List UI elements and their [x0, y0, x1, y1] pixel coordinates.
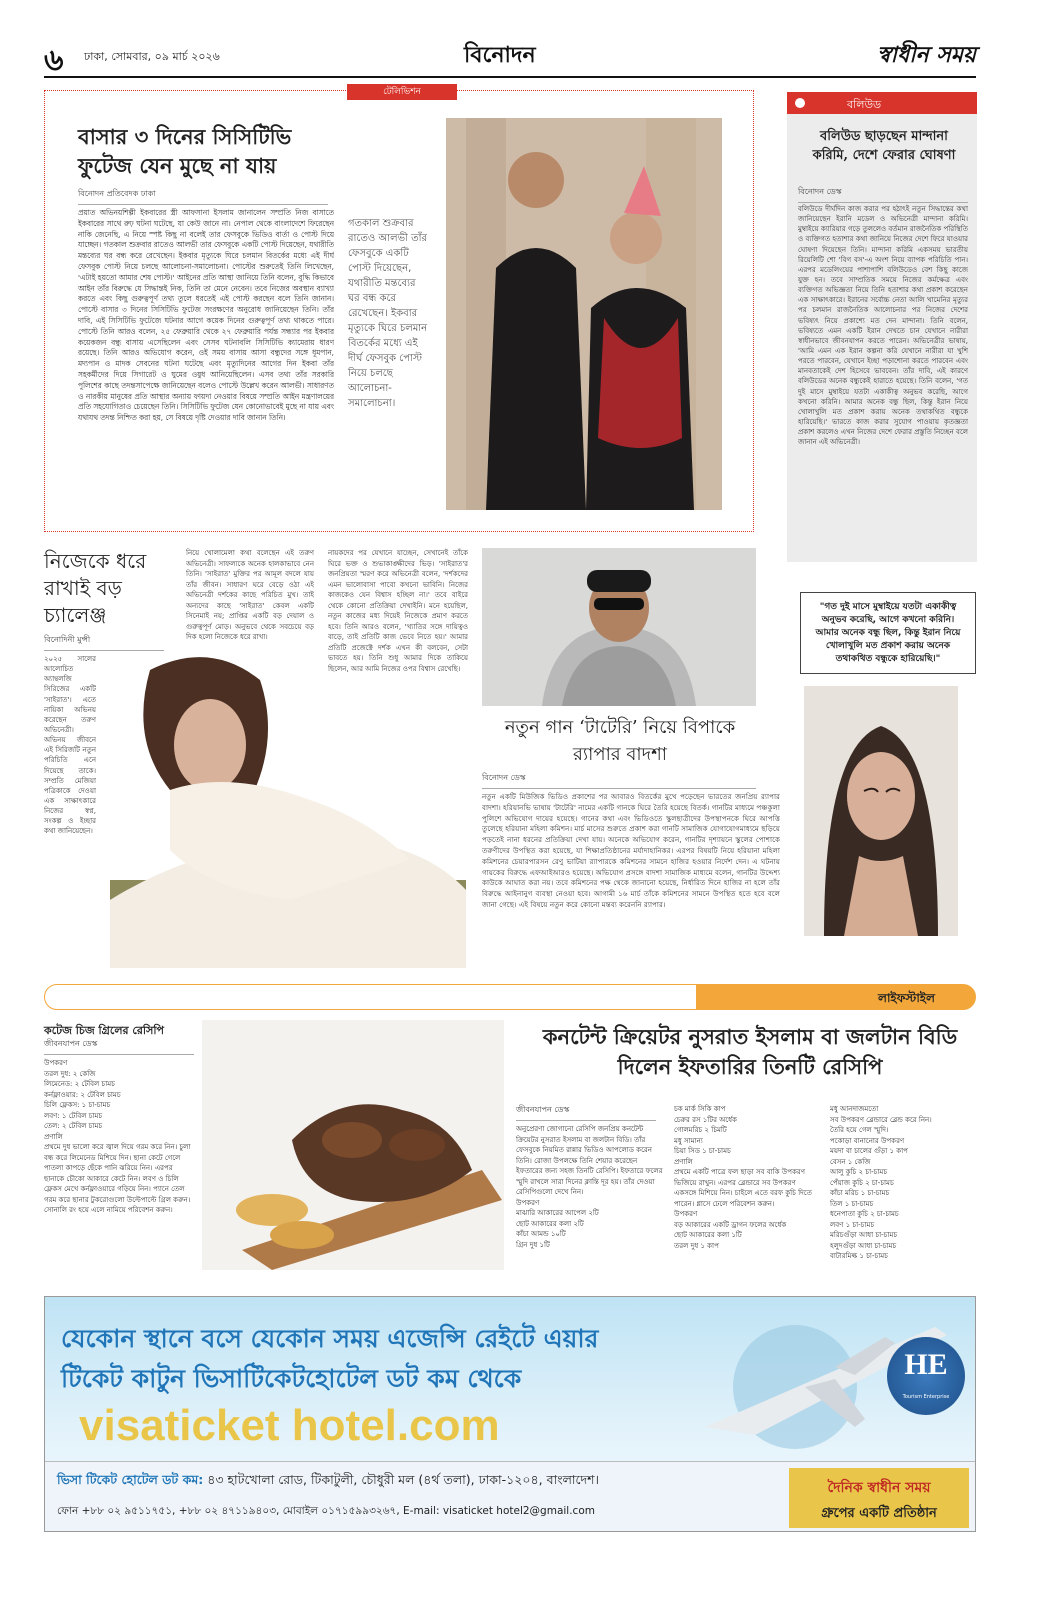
bollywood-body: বলিউডে দীর্ঘদিন কাজ করার পর হঠাৎই নতুন সিদ্ধান্তের কথা জানিয়েছেন ইরানি মডেল ও অভিনেত্রী মান্দানা করিমি। মুম্বাইয়ে ক্যারিয়ার গড়ে তুললেও বর্তমান রাজনৈতিক পরিস্থিতি ও ব্যক্তিগত হতাশার কথা জানিয়ে নিজের দেশে ফিরে যাওয়ার ঘোষণা দিয়েছেন তিনি। মান্দানা করিমি একসময় ভারতীয় রিয়েলিটি শো 'বিগ বস'-এ অংশ নিয়ে ব্যাপক পরিচিতি পান। এরপর মডেলিংয়ের পাশাপাশি বলিউডেও বেশ কিছু কাজে যুক্ত হন। তবে সাম্প্রতিক সময়ে নিজের কর্মক্ষেত্র এবং ব্যক্তিগত অভিজ্ঞতা নিয়ে তিনি হতাশার কথা প্রকাশ করেছেন এক সাক্ষাৎকারে। ইরানের সর্বোচ্চ নেতা আলি খামেনির মৃত্যুর পর চলমান রাজনৈতিক আলোচনার পর নিজের দেশের ভবিষ্যৎ নিয়ে প্রকাশ্যে মত দেন মান্দানা। তিনি বলেন, ভবিষ্যতে এমন একটি ইরান দেখতে চান যেখানে নারীরা স্বাধীনভাবে জীবনযাপন করতে পারেন। অভিনেত্রীর ভাষায়, 'আমি এমন এক ইরান কল্পনা করি যেখানে নারীরা যা খুশি পরতে পারবেন, যেখানে ইচ্ছা পড়াশোনা করতে পারবেন এবং মানবতাকেই দেশ হিসেবে ভাববেন। তাঁর দাবি, এই কারণে বলিউডের অনেক বন্ধুকেই হারাতে হয়েছে। তিনি বলেন, 'গত দুই মাসে মুম্বাইয়ে যতটা একাকীত্ব অনুভব করেছি, আগে কখনো করিনি। আমার অনেক বন্ধু ছিল, কিন্তু ইরান নিয়ে খোলাখুলি মত প্রকাশ করায় অনেক তথাকথিত বন্ধুকে হারিয়েছি।' ভারতে কাজ করার সুযোগ পাওয়ায় কৃতজ্ঞতা প্রকাশ করলেও এখন নিজের দেশে ফেরার প্রস্তুতি নিচ্ছেন বলে জানান এই অভিনেত্রী।: [798, 205, 968, 447]
tv-sidebar-quote: গতকাল শুক্রবার রাতেও আলভী তাঁর ফেসবুকে একটি পোস্ট দিয়েছেন, যথারীতি মন্তব্যের ঘর বন্ধ করে রেখেছেন। ইকবার মৃত্যুকে ঘিরে চলমান বিতর্কের মধ্যে এই দীর্ঘ ফেসবুক পোস্ট নিয়ে চলছে আলোচনা-সমালোচনা।: [348, 218, 428, 409]
actress-byline: বিনোদিনী মুন্সী: [44, 634, 164, 651]
recipe-title: কটেজ চিজ গ্রিলের রেসিপি: [44, 1024, 164, 1037]
ad-address-strip: [45, 1461, 976, 1532]
actress-side-text: ২০২৫ সালের আলোচিত অ্যান্থলজি সিরিজের একটি 'সাইরাত'। এতে নায়িকা অভিনয় করেছেন তরুণ অভিনেত্রী। অভিনয় জীবনে এই সিরিজটি নতুন পরিচিতি এনে দিয়েছে তাকে। সম্প্রতি মেজিয়া পত্রিকাকে দেওয়া এক সাক্ষাৎকারে নিজের স্বপ্ন, সংকল্প ও ইচ্ছার কথা জানিয়েছেন।: [44, 655, 96, 836]
bollywood-quote-box: [800, 592, 976, 674]
he-logo: [887, 1337, 965, 1415]
rapper-byline: বিনোদন ডেস্ক: [482, 772, 756, 789]
ad-contact[interactable]: ফোন +৮৮ ০২ ৯৫১১৭৫১, +৮৮ ০২ ৪৭১১৯৪০৩, মোবাইল ০১৭১৫৯৯৩২৬৭, E-mail: visaticket hotel2@gmail.com: [57, 1505, 595, 1517]
rapper-body: নতুন একটি মিউজিক ভিডিও প্রকাশের পর আবারও বিতর্কের মুখে পড়েছেন ভারতের জনপ্রিয় র‍্যাপার বাদশা। হরিয়ানভি ভাষায় 'টাটেরি' নামের একটি গানকে ঘিরে তৈরি হয়েছে বিতর্ক। গানটির মাধ্যমে পঞ্চকুলা পুলিশে অভিযোগ দায়ের হয়েছে। গানের কথা এবং ভিডিওতে স্কুলছাত্রীদের উপস্থাপনকে ঘিরে আপত্তি তুলেছে হরিয়ানা মহিলা কমিশন। মার্চ মাসের শুরুতে প্রকাশ করা গানটি সামাজিক যোগাযোগমাধ্যমে ছড়িয়ে পড়তেই নানা ধরনের প্রতিক্রিয়া দেখা যায়। অনেকে অভিযোগ করেন, গানটির দৃশ্যায়নে স্কুলের পোশাকে তরুণীদের উপস্থিত করা হয়েছে, যা শিক্ষাপ্রতিষ্ঠানের মর্যাদাহানিকর। এরপর বিষয়টি নিয়ে হরিয়ানা মহিলা কমিশনের চেয়ারপারসন রেণু ভাটিয়া র‍্যাপারকে কমিশনের সামনে হাজির হওয়ার নির্দেশ দেন। এ ঘটনায় গায়কের বিরুদ্ধে এফআইআরও হয়েছে। অভিযোগ প্রসঙ্গে বাদশা সামাজিক মাধ্যমে বলেন, গানটির উদ্দেশ্য কাউকে আঘাত করা নয়। তবে কমিশনের পক্ষ থেকে জানানো হয়েছে, নির্ধারিত দিনে হাজির না হলে তাঁর বিরুদ্ধে আইনানুগ ব্যবস্থা নেওয়া হবে। আগামী ১৬ মার্চ তাঁকে কমিশনের সামনে উপস্থিত হতে হবে বলে জানা গেছে। এই বিষয়ে নতুন করে কোনো মন্তব্য করেননি র‍্যাপার।: [482, 792, 780, 909]
ad-banner[interactable]: [44, 1296, 976, 1532]
lifestyle-byline: জীবনযাপন ডেস্ক: [516, 1104, 656, 1121]
section-title: বিনোদন: [464, 42, 536, 68]
lifestyle-tag: লাইফস্টাইল: [878, 991, 935, 1005]
bollywood-byline: বিনোদন ডেস্ক: [798, 186, 968, 203]
ad-sponsor-box: [789, 1468, 969, 1528]
ad-sponsor-line1: দৈনিক স্বাধীন সময়: [827, 1480, 931, 1496]
paper-name: স্বাধীন সময়: [877, 42, 976, 68]
recipe-byline: জীবনযাপন ডেস্ক: [44, 1038, 194, 1055]
cottage-cheese-photo: [202, 1020, 504, 1270]
lifestyle-headline: কনটেন্ট ক্রিয়েটর নুসরাত ইসলাম বা জলটান বিডি দিলেন ইফতারির তিনটি রেসিপি: [542, 1024, 958, 1080]
ad-address: ৪৩ হাটখোলা রোড, টিকাটুলী, চৌধুরী মল (৪র্থ তলা), ঢাকা-১২০৪, বাংলাদেশ।: [207, 1472, 599, 1487]
ad-sponsor-line2: গ্রুপের একটি প্রতিষ্ঠান: [821, 1506, 937, 1521]
page-number: ৬: [44, 43, 64, 78]
dateline: ঢাকা, সোমবার, ০৯ মার্চ ২০২৬: [84, 50, 220, 63]
actress-col1: নিয়ে খোলামেলা কথা বলেছেন এই তরুণ অভিনেত্রী। সাফল্যকে অনেক হালকাভাবে নেন তিনি। 'সাইরাত' মুক্তির পর আমূল বদলে যায় তাঁর জীবন। সাধারণ ঘরে বেড়ে ওঠা এই অভিনেত্রী দর্শকের কাছে পরিচিত মুখ। তাই অন্যদের কাছে 'সাইরাত' কেবল একটি সিনেমাই নয়; প্রাপ্তির একটি বড় দেয়াল ও গুরুত্বপূর্ণ মোড়। অনুভবে থেকে সবচেয়ে বড় দিক হলো নিজেকে ধরে রাখা।: [186, 549, 314, 641]
tv-headline: বাসার ৩ দিনের সিসিটিভি ফুটেজ যেন মুছে না যায়: [78, 124, 292, 179]
bollywood-tag-bar: [787, 92, 977, 114]
bollywood-headline: বলিউড ছাড়ছেন মান্দানা করিমি, দেশে ফেরার ঘোষণা: [812, 129, 956, 163]
rapper-headline: নতুন গান ‘টাটেরি’ নিয়ে বিপাকে র‍্যাপার বাদশা: [504, 717, 736, 765]
he-logo-text: HE: [904, 1348, 948, 1381]
page-header: [44, 32, 976, 78]
rapper-photo: [482, 548, 756, 706]
tv-couple-photo: [446, 118, 722, 510]
lifestyle-col3: মধু আনদাজমতো সব উপকরণ ব্লেন্ডারে ব্লেন্ড করে নিন। তৈরি হয়ে গেল স্মুদি। পকোড়া বানানোর উপকরণ ময়দা বা চালের গুঁড়া ১ কাপ বেসন ১ কেজি আলু কুচি ২ চা-চামচ পেঁয়াজ কুচি ২ চা-চামচ কাঁচা মরিচ ১ চা-চামচ তিল ১ চা-চামচ ধনেপাতা কুচি ২ চা-চামচ লবণ ১ চা-চামচ মরিচগুঁড়া আধা চা-চামচ হলুদগুঁড়া আধা চা-চামচ বাটারমিল্ক ১ চা-চামচ: [830, 1105, 932, 1260]
tv-byline: বিনোদন প্রতিবেদক ঢাকা: [78, 188, 328, 205]
ad-address-line: [57, 1472, 777, 1492]
bollywood-tag: বলিউড: [847, 98, 882, 111]
ad-line1: যেকোন স্থানে বসে যেকোন সময় এজেন্সি রেইটে এয়ার: [61, 1324, 599, 1353]
actress-photo: [110, 650, 466, 968]
tv-body: প্রয়াত অভিনয়শিল্পী ইকবারের স্ত্রী আফসানা ইসলাম জানালেন সম্প্রতি নিজ বাসাতে ইকবারের সাথে রুঢ় ঘটনা ঘটেছে, যা কেউ জানে না। নেপাল থেকে বাংলাদেশে ফিরেছেন নাকি জেনেছি, এ নিয়ে স্পষ্ট কিছু না বলেই তার ফেসবুকে ভিডিও বার্তা ও পোস্ট দিয়ে যাচ্ছেন। গতকাল শুক্রবার রাতেও আলভী তার ফেসবুকে একটি পোস্ট দিয়েছেন, যথারীতি মন্তব্যের ঘর বন্ধ করে রেখেছেন। ইকবার মৃত্যুকে ঘিরে চলমান বিতর্কের মধ্যে এই দীর্ঘ ফেসবুক পোস্ট নিয়ে চলছে আলোচনা-সমালোচনা। পোস্টের শুরুতেই তিনি লিখেছেন, 'এটাই হয়তো আমার শেষ পোস্ট।' আইনের প্রতি আস্থা জানিয়ে তিনি বলেন, বুদ্ধি কিভাবে আইন তাঁর বিরুদ্ধে যে সিদ্ধান্তই নিক, তিনি তা মেনে নেবেন। তবে নিজের অবস্থান ব্যাখ্যা করতে এবং কিছু গুরুত্বপূর্ণ তথ্য তুলে ধরতেই এই পোস্ট করছেন বলে তিনি জানান। পোস্টে বাসার ৩ দিনের সিসিটিভি ফুটেজ সংরক্ষণের অনুরোধ জানিয়েছেন তিনি। তাঁর দাবি, এই সিসিটিভি ফুটেজে ঘটনার আগে কয়েক দিনের গুরুত্বপূর্ণ তথ্য থাকতে পারে। পোস্টে তিনি আরও বলেন, ২৫ ফেব্রুয়ারি থেকে ২৭ ফেব্রুয়ারি পর্যন্ত সন্ধ্যার পর ইকবার কয়েকজন বন্ধু বাসায় এসেছিলেন এবং সেসব ঘটনাবলি সিসিটিভি ক্যামেরায় ধারণ রয়েছে। তিনি আরও অভিযোগ করেন, ওই সময় বাসায় আসা বন্ধুদের সঙ্গে ধূমপান, মদ্যপান ও মাদক সেবনের ঘটনা ঘটেছে এবং মৃত্যুদিনের আগের দিন ইকবা তাঁর সহকর্মীদের দিয়ে সিগারেট ও ঘুমের ওষুধ আনিয়েছিলেন। এসব তথ্য তাঁর সরকারি পুলিশের কাছে তদন্তসাপেক্ষে জানিয়েছেন বলেও পোস্টে উল্লেখ করেন আলভী। সাধারণত ও নারকীয় মানুষের প্রতি আস্থার অন্যায় ফায়দা নেওয়ার বিষয়ে সম্প্রতি আইন মন্ত্রণালয়ের প্রতি সহযোগিতাও চেয়েছেন তিনি। সিসিটিভি ফুটেজ যেন কোনোভাবেই মুছে না যায় এবং যথাযথ তদন্ত নিশ্চিত করা হয়, সে বিষয়ে দৃষ্টি দেওয়ার দাবি জানান তিনি।: [78, 208, 334, 423]
actress-col2: নায়কদের পর যেখানে যাচ্ছেন, সেখানেই তাঁকে ঘিরে ভক্ত ও শুভাকাঙ্ক্ষীদের ভিড়। 'সাইরাত'র জনপ্রিয়তা স্মরণ করে অভিনেত্রী বলেন, 'দর্শকদের এমন ভালোবাসা পাবো কখনো ভাবিনি। নিজের কাজকেও যেন বিশ্বাস হচ্ছিল না।' তবে বাইরে থেকে কোনো প্রতিক্রিয়া দেখাইনি। মনে হয়েছিল, নতুন কাজের মধ্য দিয়েই নিজেকে প্রমাণ করতে হবে। তিনি আরও বলেন, 'খ্যাতির সঙ্গে দায়িত্বও বাড়ে, তাই প্রতিটি কাজ ভেবে নিতে হয়।' আমার প্রতিটি প্রজেক্টে দর্শক এখন কী বলবেন, সেটা ভাবতে হয়। তিনি শুধু আমার দিকে তাকিয়ে ছিলেন, আর আমি নিজের ওপর বিশ্বাস রেখেছি।: [328, 549, 468, 673]
mandana-photo: [804, 686, 958, 936]
lifestyle-col2: চক মার্ক সিকি কাপ চেরুর রস ১টির অর্ধেক গোলমরিচ ২ চিমটি মধু সামান্য চিয়া সিড ১ চা-চামচ প্রণালি প্রথমে একটি পাত্রে ফল ছাড়া সব বাকি উপকরণ ভিজিয়ে রাখুন। এরপর ব্লেন্ডারে সব উপকরণ একসঙ্গে মিশিয়ে নিন। চাইলে এতে বরফ কুচি দিতে পারেন। গ্লাসে ঢেলে পরিবেশন করুন। উপকরণ বড় আকারের একটি ড্রাগন ফলের অর্ধেক ছোট আকারের কলা ১টি তরল দুধ ১ কাপ: [674, 1105, 812, 1250]
bollywood-bullet-icon: [795, 98, 805, 108]
actress-headline: নিজেকে ধরে রাখাই বড় চ্যালেঞ্জ: [44, 549, 147, 627]
lifestyle-col1: অনুপ্রেরণা জোগানো রেসিপি জনপ্রিয় কনটেন্ট ক্রিয়েটর নুসরাত ইসলাম বা জলটান বিডি। তাঁর ফেসবুকে নিয়মিত রান্নার ভিডিও আপলোড করেন তিনি। রোজা উপলক্ষে তিনি শেয়ার করেছেন ইফতারের জন্য সহজ তিনটি রেসিপি। ইফতারে ফলের স্মুদি রাখলে সারা দিনের ক্লান্তি দূর হয়। তাঁর দেওয়া রেসিপিগুলো দেখে নিন। উপকরণ মাঝারি আকারের আপেল ২টি ছোট আকারের কলা ২টি কাঁচা আমন্ড ১০টি গ্রিন দুধ ১টি: [516, 1125, 663, 1249]
recipe-body: উপকরণ তরল দুধ: ২ কেজি লিমেনেড: ২ টেবিল চামচ কর্নফ্লাওয়ার: ২ টেবিল চামচ চিলি ফ্লেকস: ১ চা-চামচ লবণ: ১ টেবিল চামচ তেল: ২ টেবিল চামচ প্রণালি প্রথমে দুধ ভালো করে জ্বাল দিয়ে গরম করে নিন। চুলা বন্ধ করে লিমেনেড মিশিয়ে দিন। ছানা কেটে গেলে পাতলা কাপড়ে ছেঁকে পানি ঝরিয়ে নিন। এরপর ছানাকে চৌকো আকারে কেটে নিন। লবণ ও চিলি ফ্লেকস মেখে কর্নফ্লাওয়ারে গড়িয়ে নিন। প্যানে তেল গরম করে ছানার টুকরোগুলো উল্টেপাল্টে গ্রিল করুন। সোনালি রং হয়ে এলে নামিয়ে পরিবেশন করুন।: [44, 1059, 191, 1214]
lifestyle-banner: [44, 984, 976, 1010]
ad-address-label: ভিসা টিকেট হোটেল ডট কম:: [57, 1472, 204, 1487]
ad-line2: টিকেট কাটুন ভিসাটিকেটহোটেল ডট কম থেকে: [61, 1364, 522, 1393]
ad-website[interactable]: visaticket hotel.com: [79, 1401, 500, 1450]
tv-tag: টেলিভিশন: [347, 84, 457, 100]
bollywood-quote: "গত দুই মাসে মুম্বাইয়ে যতটা একাকীত্ব অনুভব করেছি, আগে কখনো করিনি। আমার অনেক বন্ধু ছিল, কিন্তু ইরান নিয়ে খোলাখুলি মত প্রকাশ করায় অনেক তথাকথিত বন্ধুকে হারিয়েছি।": [815, 602, 961, 665]
he-logo-sub: Tourism Enterprise: [902, 1394, 950, 1400]
